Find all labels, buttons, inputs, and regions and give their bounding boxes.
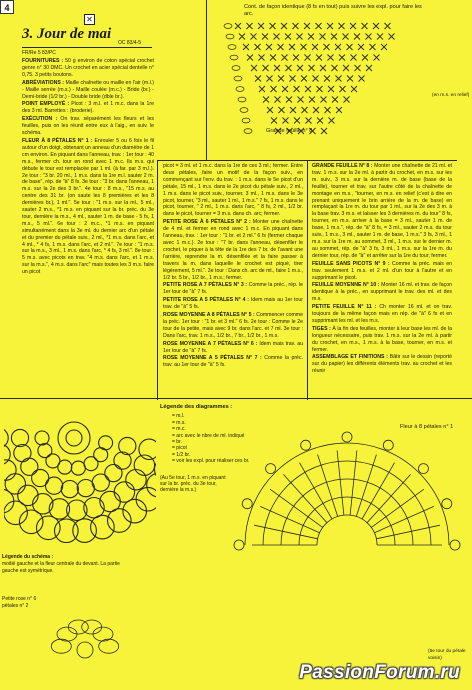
- stitch-x-mark: [263, 65, 269, 71]
- stitch-x-mark: [285, 34, 291, 40]
- stitch-x-mark: [374, 55, 380, 61]
- lace-petal: [14, 445, 31, 462]
- stitch-x-mark: [328, 55, 334, 61]
- stitch-x-mark: [301, 44, 307, 50]
- title-rule: [22, 47, 152, 48]
- legend-item: = m.s.: [172, 419, 186, 426]
- stitch-x-mark: [297, 34, 303, 40]
- lace-petal: [114, 482, 134, 502]
- stitch-x-mark: [271, 86, 277, 92]
- stitch-x-mark: [366, 65, 372, 71]
- stitch-x-mark: [267, 76, 273, 82]
- lace-petal: [38, 444, 52, 458]
- stitch-x-mark: [358, 44, 364, 50]
- stitch-x-mark: [359, 76, 365, 82]
- lace-petal: [55, 519, 79, 543]
- legend-title: Légende des diagrammes :: [160, 404, 233, 410]
- stitch-x-mark: [279, 107, 285, 113]
- stitch-x-mark: [243, 44, 249, 50]
- stitch-x-mark: [274, 34, 280, 40]
- lace-center-inner: [66, 430, 82, 446]
- stitch-x-mark: [381, 44, 387, 50]
- fr-code: FR/Re 5 83/PC: [22, 50, 56, 56]
- lace-petal: [35, 431, 49, 445]
- stitch-x-mark: [324, 44, 330, 50]
- chain-loop-mark: [228, 45, 236, 50]
- stitch-x-mark: [294, 118, 300, 124]
- stitch-x-mark: [336, 76, 342, 82]
- lace-petal: [105, 465, 122, 482]
- chain-loop-mark: [232, 66, 240, 71]
- article-title: 3. Jour de mai: [22, 26, 112, 42]
- stitch-x-mark: [266, 44, 272, 50]
- lace-petal: [155, 458, 157, 482]
- lace-doily-illustration: [4, 398, 156, 543]
- stitch-x-mark: [366, 34, 372, 40]
- stitch-x-mark: [320, 34, 326, 40]
- stitch-spoke: [356, 455, 376, 517]
- petite-rose-label: Petite rose n° 6 pétales n° 2: [2, 596, 37, 609]
- section-divider: [157, 160, 457, 161]
- stitch-x-mark: [275, 97, 281, 103]
- stitch-x-mark: [340, 86, 346, 92]
- stitch-x-mark: [304, 23, 310, 29]
- stitch-x-mark: [258, 23, 264, 29]
- picot-loop: [266, 464, 276, 474]
- stitch-x-mark: [362, 55, 368, 61]
- lace-petal: [77, 480, 94, 497]
- rose-petal: [68, 620, 88, 634]
- legend-item: = arc avec le nbre de ml. indiqué: [172, 432, 245, 439]
- stitch-x-mark: [332, 97, 338, 103]
- stitch-x-mark: [324, 76, 330, 82]
- stitch-x-mark: [255, 76, 261, 82]
- chain-loop-mark: [226, 34, 234, 39]
- grande-feuille-label: Grande feuille n° 8: [266, 128, 313, 134]
- picot-loop: [442, 499, 452, 509]
- legend-item: = picot: [172, 445, 187, 452]
- stitch-x-mark: [278, 44, 284, 50]
- schema-legend-text: moitié gauche et la fleur centrale du devant. La partie gauche est symétrique.: [2, 561, 120, 574]
- stitch-x-mark: [385, 23, 391, 29]
- lace-petal: [32, 469, 49, 486]
- stitch-x-mark: [308, 34, 314, 40]
- legend-item: = br.: [172, 439, 182, 446]
- stitch-x-mark: [312, 44, 318, 50]
- stitch-x-mark: [263, 97, 269, 103]
- lace-petal: [84, 457, 98, 471]
- stitch-x-mark: [309, 65, 315, 71]
- rose-petal: [82, 620, 102, 634]
- stitch-x-mark: [327, 23, 333, 29]
- stitch-x-mark: [317, 86, 323, 92]
- stitch-x-mark: [343, 65, 349, 71]
- stitch-x-mark: [286, 65, 292, 71]
- fleur-chart: [222, 420, 472, 670]
- grande-feuille-chart: [216, 20, 416, 148]
- legend-item: = m.c.: [172, 426, 186, 433]
- instructions-column-2: picot = 3 ml. et 1 m.c. dans la 1re de ces 3 ml.; fermer. Entre deux pétales, faire un motif de la façon suiv., en commençant sur l'env. du trav. : 1 m.s. dans le 5e picot d'un pétale, 15 ml., 1 m.s. dans le 2e picot du pétale suiv., 2 ml., 1 m.s. dans le picot suiv., tourner, 3 ml., 1 m.s. dans le 3e picot, tourner, "3 ml., sauter 1 ml., 1 m.s." 7 fs, 1 m.s. dans le picot, tourner, " 2 ml., 1 m.s. dans l'arc, " 8 fs, 2 ml., 1/2 br. dans le picot, tourner = 3 m.s. dans ch. arc; fermer. PETITE ROSE À 6 PÉTALES N° 2 : Monter une chaînette de 4 ml. et fermer en rond avec 1 m.c. En piquant dans l'anneau, trav. : 1er tour : "1 br. et 2 ml." 6 fs (fermer chaque avec 1 m.c.). 2e tour : "7 br. dans l'anneau, désenfiler le crochet, le piquer à la tête de la 1re des 7 br. de l'avant une l'arrière, reprendre la m. désenfilée et la faire passer à travers la m. dans laquelle le crochet est piqué, tirer légèrement, 5 ml.". 3e tour : Dans ch. arc de ml., faire 1 m.s., 1/2 br. 5 br., 1/2 br., 1 m.s.; fermer. PETITE ROSE A 7 PÉTALES N° 3 : Comme la préc., rép. le 1er tour de "à" 7 fs. PETITE ROSE A 5 PÉTALES N° 4 : Idem mais au 1er tour trav. de "à" 5 fs. ROSE MOYENNE A 8 PÉTALES N° 5 : Commencer comme la préc. 1er tour : "1 br. et 3 ml." 6 fs. 2e tour : Comme le 2e tour de la petite, mais avec 9 br. dans l'arc. et 7 ml. 3e tour : Dans l'arc, trav. 1 m.s., 1/2 br., 7 br., 1/2 br., 1 m.s. ROSE MOYENNE A 7 PÉTALES N° 6 : Idem mais trav. au 1er tour de "à" 7 fs. ROSE MOYENNE A 5 PÉTALES N° 7 : Comme la préc. trav. au 1er tour de "à" 5 fs.: [163, 163, 303, 369]
- legend-note: (Au 5e tour, 1 m.s. en piquant sur la br. préc. du 3e tour, dernière la m.s.): [160, 474, 226, 494]
- stitch-x-mark: [290, 76, 296, 82]
- stitch-x-mark: [321, 97, 327, 103]
- lace-petal: [147, 473, 156, 497]
- stitch-x-mark: [377, 34, 383, 40]
- stitch-x-mark: [255, 44, 261, 50]
- stitch-x-mark: [297, 65, 303, 71]
- stitch-x-mark: [301, 76, 307, 82]
- stitch-x-mark: [343, 34, 349, 40]
- tour5-note: (5e tour du pétale voisin): [428, 649, 466, 661]
- stitch-x-mark: [281, 23, 287, 29]
- page-number: 4: [0, 0, 14, 14]
- stitch-x-mark: [347, 76, 353, 82]
- stitch-x-mark: [362, 23, 368, 29]
- stitch-spoke: [260, 506, 319, 532]
- legend-item: = 1/2 br.: [172, 451, 191, 458]
- stitch-x-mark: [286, 97, 292, 103]
- stitch-ring: [317, 515, 377, 545]
- picot-loop: [383, 440, 393, 450]
- lace-petal: [139, 439, 156, 459]
- stitch-spoke: [350, 451, 357, 516]
- stitch-x-mark: [270, 55, 276, 61]
- picot-loop: [342, 432, 352, 442]
- stitch-x-mark: [313, 76, 319, 82]
- stitch-x-mark: [251, 65, 257, 71]
- stitch-spoke: [318, 455, 338, 517]
- petite-rose-chart: [30, 600, 140, 680]
- lace-petal: [46, 454, 60, 468]
- lace-petal: [21, 458, 38, 475]
- stitch-x-mark: [302, 107, 308, 113]
- lace-petal: [37, 516, 61, 540]
- stitch-x-mark: [355, 65, 361, 71]
- stitch-x-mark: [271, 118, 277, 124]
- stitch-x-mark: [274, 65, 280, 71]
- chain-loop-mark: [240, 108, 248, 113]
- stitch-x-mark: [239, 34, 245, 40]
- stitch-x-mark: [370, 44, 376, 50]
- stitch-x-mark: [262, 34, 268, 40]
- stitch-x-mark: [335, 44, 341, 50]
- picot-loop: [450, 540, 460, 550]
- stitch-x-mark: [259, 55, 265, 61]
- chain-loop-mark: [242, 118, 250, 123]
- picot-loop: [234, 540, 244, 550]
- rose-petal: [57, 627, 77, 641]
- stitch-x-mark: [305, 86, 311, 92]
- stitch-x-mark: [298, 97, 304, 103]
- stitch-x-mark: [373, 23, 379, 29]
- lace-petal: [91, 515, 115, 539]
- stitch-x-mark: [317, 118, 323, 124]
- stitch-x-mark: [293, 23, 299, 29]
- stitch-spoke: [270, 489, 323, 527]
- chain-loop-mark: [236, 87, 244, 92]
- stitch-x-mark: [336, 107, 342, 113]
- lace-center: [58, 422, 90, 454]
- lace-petal: [71, 461, 85, 475]
- stitch-x-mark: [278, 76, 284, 82]
- stitch-x-mark: [270, 23, 276, 29]
- stitch-x-mark: [329, 118, 335, 124]
- stitch-x-mark: [332, 65, 338, 71]
- stitch-x-mark: [339, 55, 345, 61]
- stitch-x-mark: [235, 23, 241, 29]
- stitch-x-mark: [282, 86, 288, 92]
- chain-loop-mark: [244, 129, 252, 134]
- stitch-x-mark: [321, 128, 327, 134]
- oc-code: OC 83/4-5: [118, 40, 142, 46]
- stitch-x-mark: [320, 65, 326, 71]
- stitch-x-mark: [305, 55, 311, 61]
- stitch-x-mark: [344, 97, 350, 103]
- instructions-column-1: FOURNITURES : 50 g environ de coton spécial crochet genre n° 30 DMC. Un crochet en acier spécial dentelle n° 0,75. 3 petits boutons. ABRÉVIATIONS : Maille chaînette ou maille en l'air (m.l.) - Maille serrée (m.s.) - Maille coulée (m.c.) - Bride (br.) - Demi-bride (1/2 br.) - Double bride (dble br.). POINT EMPLOYÉ : Picot : 3 m.l. et 1 m.c. dans la 1re des 3 ml. Barrettes : (broderie). EXÉCUTION : On trav. séparément les fleurs et les feuilles, puis on les réunit entre eux à l'aig., en suiv. le schéma. FLEUR À 8 PÉTALES N° 1 : Enrouler 5 ou 6 fois le fil autour d'un doigt, obtenant un anneau d'un diamètre de 1 cm environ. En piquant dans l'anneau, trav. : 1er tour : 40 m.s., fermer ch. tour en rond avec 1 m.c. Ils m.s. qui débute le tour est remplacée par 1 ml. (à far. par 3 m.l.). 2e tour : "3 br. 20 ml., 1 m.s. dans la 1re m.l. sauter 2 m. de base", rép. de "à" 8 fs. 3e tour : "3 br. dans l'anneau, 1 m.s. sur la 2e des 3 br.". 4e tour : 8 m.s., "15 m.s. au centre des 31 br. (on saute les 8 premières et les 8 dernières br.), 1 ml.". 5e tour : "1 m.s. sur la ml., 5 ml., sauter 2 m.s., *1 m.s. en piquant sur la br. préc. du 3e tour, dernière la m.s., 4 ml., sauter 1 m. de base - 5 fs, 1 m.s., 5 ml.". 6e tour : 2 m.c., *1 m.s. en piquant simultanément dans la 3e ml. du dernier arc d'un pétale et du premier du pétale suiv., 2 ml., *1 m.s. dans l'arc, et 4 ml., * 4 fs, 1 m.s. dans l'arc, et 2 ml.". 7e tour : "1 m.s. sur la m.s., 3 ml., 1 m.s. dans l'arc, * 4 fs, 3 ml.". 8e tour : 5 m.s. avec picots en trav. "4 m.s. dans l'arc, et 1 m.s. sur la m.s.", 4 m.s. dans l'arc" mais toutes les 3 m.s. faire un picot: [22, 58, 155, 276]
- column-divider-1: [157, 160, 158, 400]
- stitch-x-mark: [351, 86, 357, 92]
- sewing-icon: ✕: [84, 14, 95, 25]
- stitch-spoke: [337, 451, 344, 516]
- stitch-x-mark: [339, 23, 345, 29]
- stitch-x-mark: [294, 86, 300, 92]
- rose-center: [77, 642, 93, 658]
- lace-petal: [4, 428, 8, 448]
- chart-caption-top: Cont. de façon identique (8 fs en tout) puis suivre les expl. pour faire les arc.: [244, 4, 422, 17]
- chain-loop-mark: [230, 55, 238, 60]
- stitch-x-mark: [350, 23, 356, 29]
- stitch-x-mark: [325, 107, 331, 113]
- lace-petal: [114, 452, 131, 469]
- stitch-x-mark: [267, 107, 273, 113]
- legend-item: = voir les expl. pour réaliser ces br.: [172, 458, 250, 465]
- legend-item: = m.l.: [172, 413, 185, 420]
- lace-petal: [61, 481, 78, 498]
- stitch-x-mark: [247, 55, 253, 61]
- schema-legend-title: Légende du schéma :: [2, 554, 54, 560]
- lace-petal: [73, 519, 97, 543]
- watermark: PassionForum.ru: [299, 662, 460, 683]
- relief-note: (en m.s. en relief): [432, 93, 470, 98]
- stitch-x-mark: [316, 55, 322, 61]
- column-divider-top: [206, 0, 207, 160]
- schema-legend: [2, 554, 122, 575]
- stitch-x-mark: [290, 107, 296, 113]
- stitch-x-mark: [289, 44, 295, 50]
- stitch-x-mark: [331, 34, 337, 40]
- stitch-x-mark: [309, 97, 315, 103]
- lace-petal: [11, 429, 28, 446]
- instructions-column-3: GRANDE FEUILLE N° 8 : Monter une chaînette de 21 ml. et trav. 1 m.s. sur la 2e ml. à partir du crochet, en m.s. sur les m. suiv., 3 m.s. sur la dernière m. de base (base de la feuille), tourner et trav. sur l'autre côté de la chaînette de montage en m.s., "tourner, en m.s. en relief (c'est à dire en prenant uniquement le brin arrière de la m. de base) en remplaçant la 1re m. du tour par 1 ml., sur la 2e des 3 m. à la base trav. 3 m.s. et laisser les 3 dernières m. du tour" 8 fs, tourner, en m.s. arriver à la base = 3 ml., sauter 1 m. de base, 1 m.s.", rép. de "à" 8 fs, = 3 ml., sauter 2 m.s. du tour suiv., 1 m.s., 3 ml., sauter 1 m. de base, 1 m.s." 3 fs, 3 ml., 1 m.s. sur la 1re m. au sommet, 3 ml., 1 m.s. sur le dernier m. au sommet, rép. de "à" 3 fs, 3 ml., 1 m.s. sur la 1re m. du dernier tour, rép. de "à" et arrêter sur la 1re du tour; fermer. FEUILLE SANS PICOTS N° 9 : Comme la préc. mais en trav. seulement 1 m.s. et 2 ml. d'un tour à l'autre et en supprimant le picot. FEUILLE MOYENNE N° 10 : Monter 16 ml. et trav. de façon identique à la préc., en supprimant le trav. des ml. et des m.s. PETITE FEUILLE N° 11 : Ch monter 16 ml. et on trav. toujours de la même façon mais en rép. de "à" 6 fs et en supprimant les ml. et les m.s. TIGES : À la fin des feuilles, monter à leur base les ml. de la longueur nécessaire, puis trav. 1 m.s. sur la 2e ml. à partir du crochet, en m.s., 1 m.s. à la base, tourner, en m.s. et fermer. ASSEMBLAGE ET FINITIONS : Bâtir sur le dessin (reporté sur du papier) les différents éléments trav. au crochet et les réunir: [312, 163, 453, 375]
- chain-loop-mark: [238, 97, 246, 102]
- picot-loop: [242, 499, 252, 509]
- stitch-x-mark: [347, 44, 353, 50]
- stitch-spoke: [374, 506, 433, 532]
- lace-petal: [94, 448, 108, 462]
- stitch-x-mark: [389, 34, 395, 40]
- column-divider-2: [307, 160, 308, 400]
- stitch-x-mark: [293, 55, 299, 61]
- picot-loop: [418, 464, 428, 474]
- chain-loop-mark: [234, 76, 242, 81]
- stitch-x-mark: [259, 86, 265, 92]
- stitch-x-mark: [306, 118, 312, 124]
- stitch-x-mark: [283, 118, 289, 124]
- stitch-x-mark: [313, 107, 319, 113]
- picot-loop: [301, 440, 311, 450]
- stitch-spoke: [371, 489, 424, 527]
- stitch-x-mark: [351, 55, 357, 61]
- stitch-x-mark: [328, 86, 334, 92]
- stitch-x-mark: [251, 34, 257, 40]
- stitch-x-mark: [316, 23, 322, 29]
- chain-loop-mark: [224, 24, 232, 29]
- fleur-label: Fleur à 8 pétales n° 1: [400, 424, 454, 430]
- rose-petal: [99, 639, 119, 653]
- stitch-x-mark: [282, 55, 288, 61]
- lace-petal: [126, 470, 146, 490]
- lace-petal: [4, 444, 10, 464]
- stitch-x-mark: [247, 23, 253, 29]
- stitch-x-mark: [354, 34, 360, 40]
